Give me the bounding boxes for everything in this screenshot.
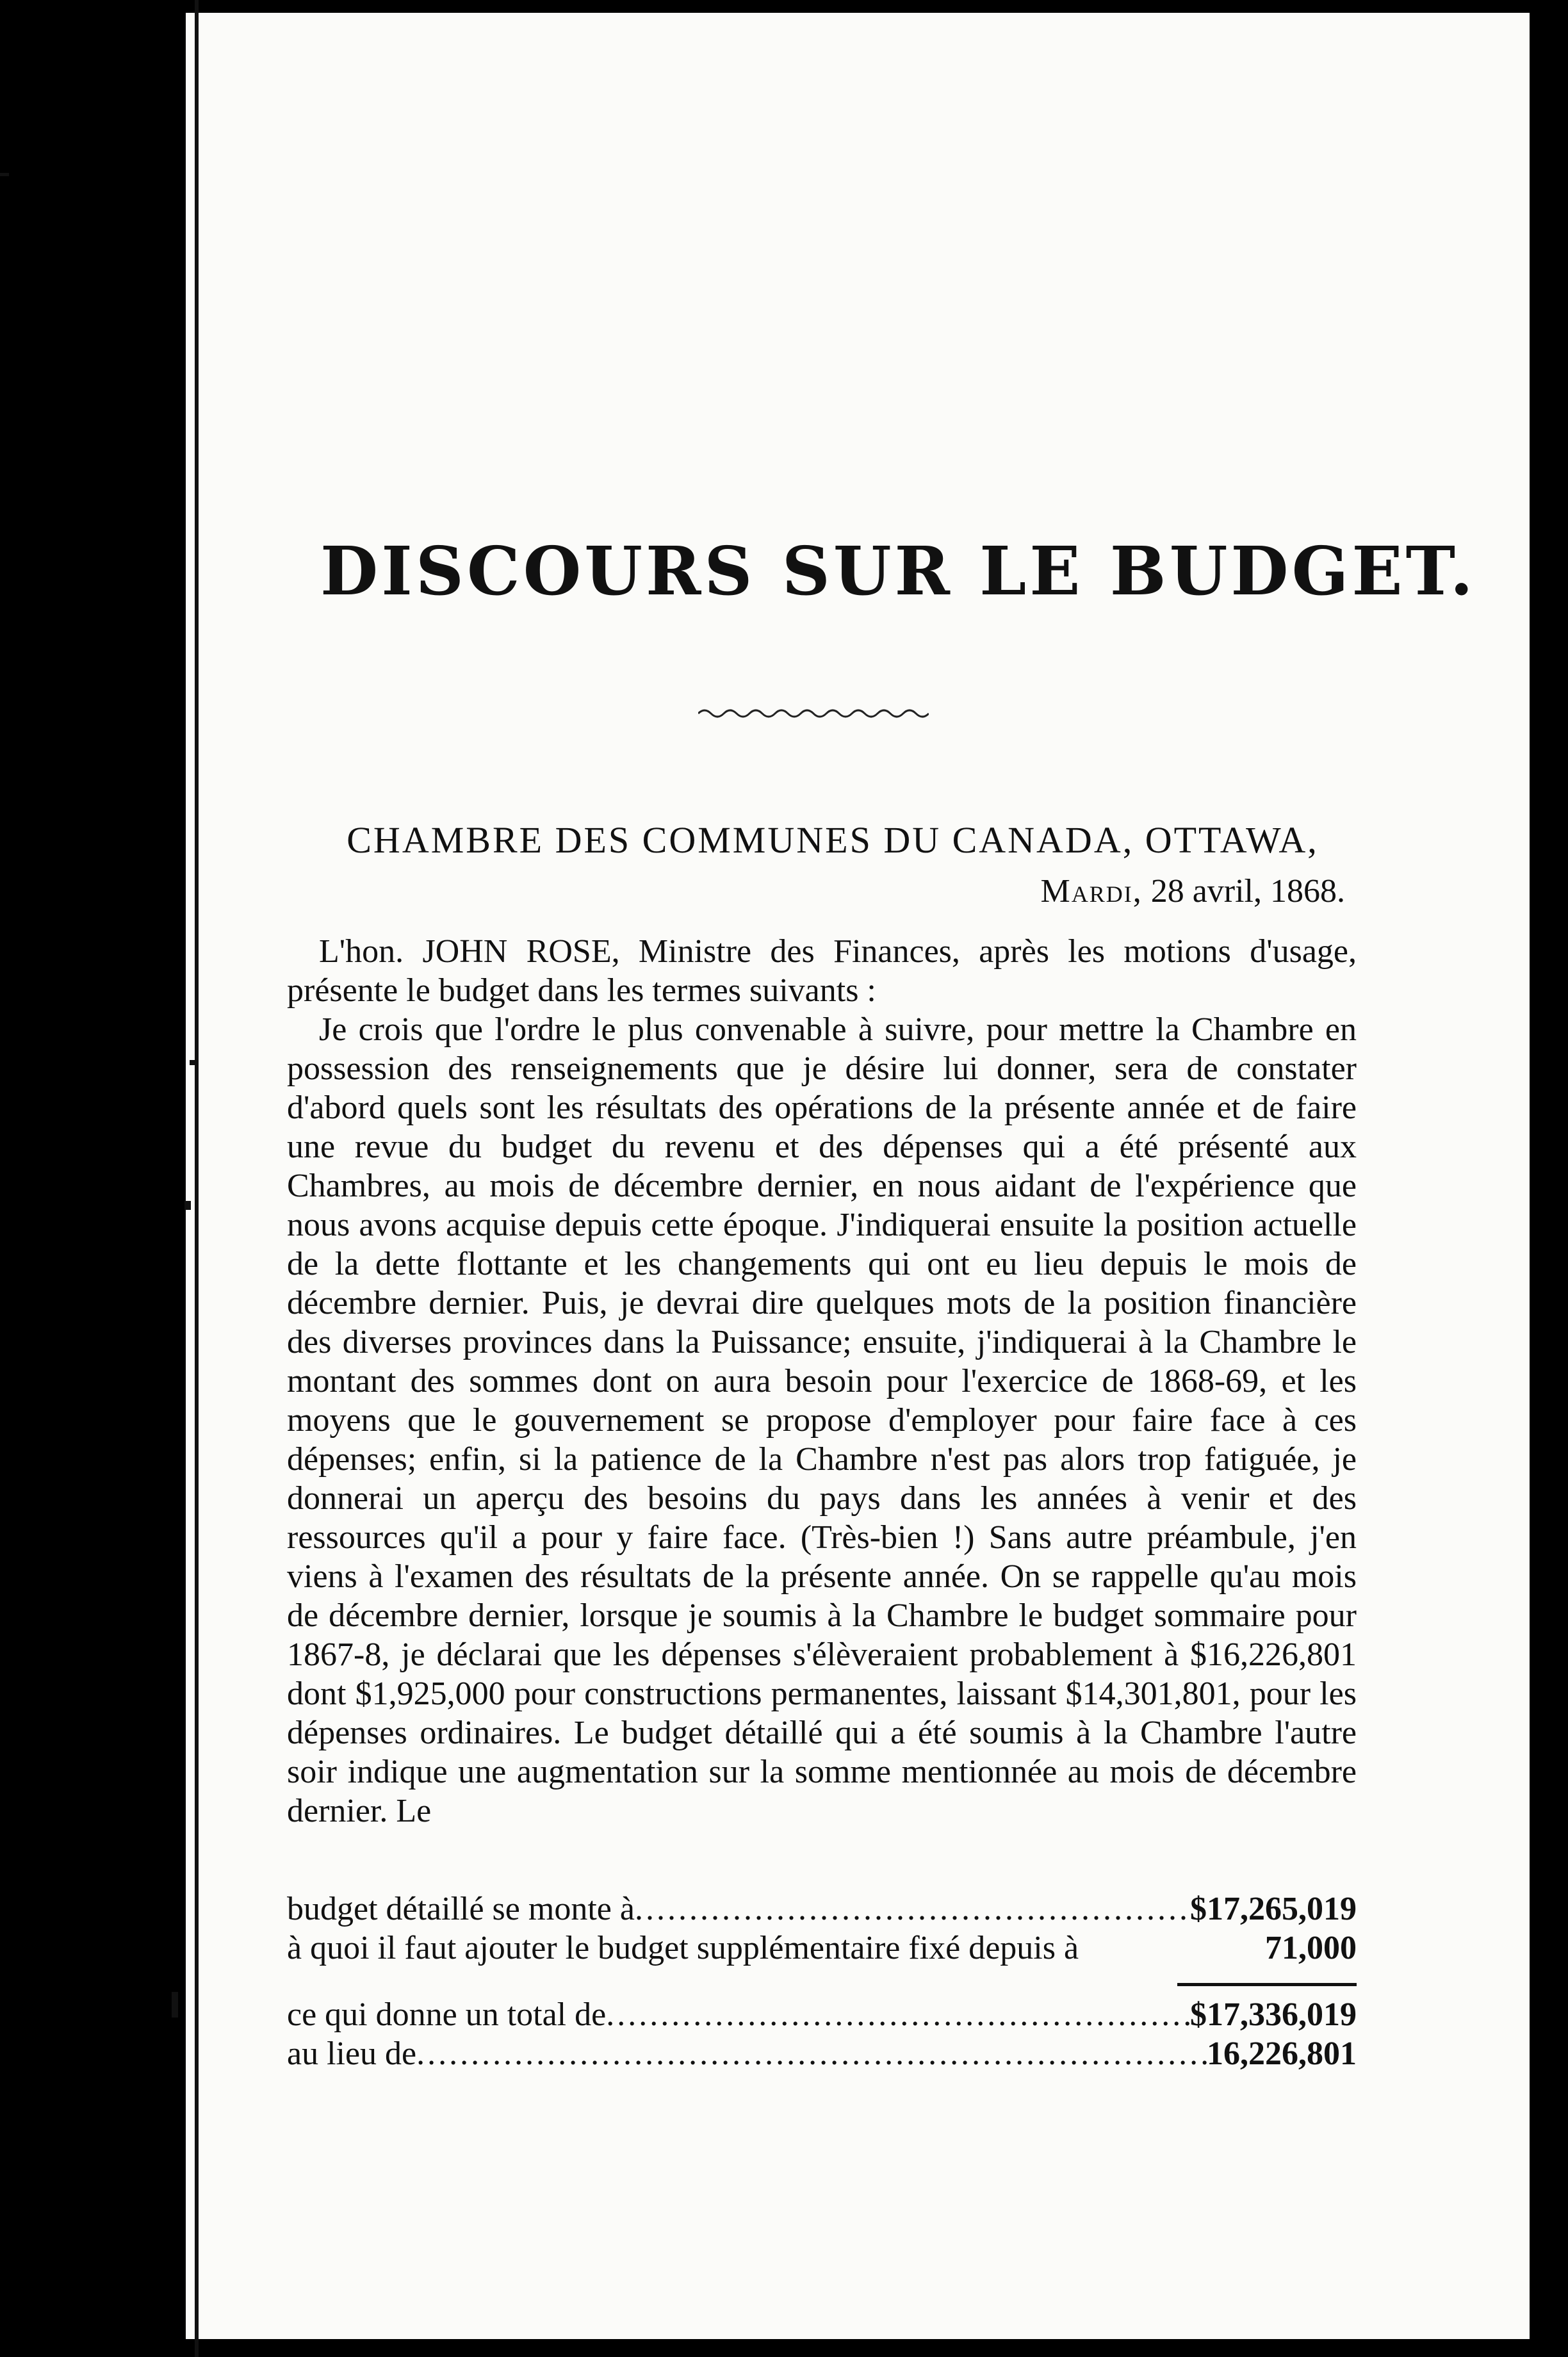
ledger-row [287,1995,1357,2034]
leader-dots [635,1889,1190,1929]
ledger-row [287,1889,1357,1929]
date-weekday: Mardi, [1040,873,1143,909]
ledger-label: ce qui donne un total de [287,1996,607,2033]
leader-dots [606,1995,1190,2034]
scan-speck [190,1060,195,1065]
ledger-label: au lieu de [287,2035,417,2072]
ledger-amount: 16,226,801 [1207,2035,1357,2072]
page-title: DISCOURS SUR LE BUDGET. [320,532,1476,610]
sum-rule [1177,1983,1357,1986]
ledger-row [287,2034,1357,2073]
date-text: 28 avril, 1868. [1142,873,1345,909]
ledger-label: budget détaillé se monte à [287,1891,635,1927]
binding-gutter-line [195,0,199,2357]
ledger-amount: $17,336,019 [1190,1996,1357,2033]
paragraph-intro: L'hon. JOHN ROSE, Ministre des Finances, après les motions d'usage, présente le budget dans les termes suivants : [287,933,1357,1009]
chamber-heading: CHAMBRE DES COMMUNES DU CANADA, OTTAWA, [347,819,1319,861]
scan-speck [0,173,9,176]
dateline [897,872,1345,910]
budget-ledger [287,1889,1357,2073]
ornament-divider [698,705,929,720]
ledger-amount: 71,000 [1265,1930,1357,1966]
ledger-row [287,1929,1357,1968]
scan-speck [184,1201,191,1210]
scan-edge [1535,0,1568,2357]
speech-body [287,932,1357,1831]
ledger-amount: $17,265,019 [1190,1891,1357,1927]
ledger-label: à quoi il faut ajouter le budget supplémentaire fixé depuis à [287,1930,1079,1966]
paragraph-main: Je crois que l'ordre le plus convenable à suivre, pour mettre la Chambre en possession des renseignements que je désire lui donner, sera de constater d'abord quels sont les résultats des opérations de la présente année et de faire une revue du budget du revenu et des dépenses qui a été présenté aux Chambres, au mois de décembre dernier, en nous aidant de l'expérience que nous avons acquise depuis cette époque. J'indiquerai ensuite la position actuelle de la dette flottante et les changements qui ont eu lieu depuis le mois de décembre dernier. Puis, je devrai dire quelques mots de la position financière des diverses provinces dans la Puissance; ensuite, j'indiquerai à la Chambre le montant des sommes dont on aura besoin pour l'exercice de 1868-69, et les moyens que le gouvernement se propose d'employer pour faire face à ces dépenses; enfin, si la patience de la Chambre n'est pas alors trop fatiguée, je donnerai un aperçu des besoins du pays dans les années à venir et des ressources qu'il a pour y faire face. (Très-bien !) Sans autre préambule, j'en viens à l'examen des résultats de la présente année. On se rappelle qu'au mois de décembre dernier, lorsque je soumis à la Chambre le budget sommaire pour 1867-8, je déclarai que les dépenses s'élèveraient probablement à $16,226,801 dont $1,925,000 pour constructions permanentes, laissant $14,301,801, pour les dépenses ordinaires. Le budget détaillé qui a été soumis à la Chambre l'autre soir indique une augmentation sur la somme mentionnée au mois de décembre dernier. Le [287,1011,1357,1829]
leader-dots [416,2034,1207,2073]
scan-speck [172,1992,178,2018]
